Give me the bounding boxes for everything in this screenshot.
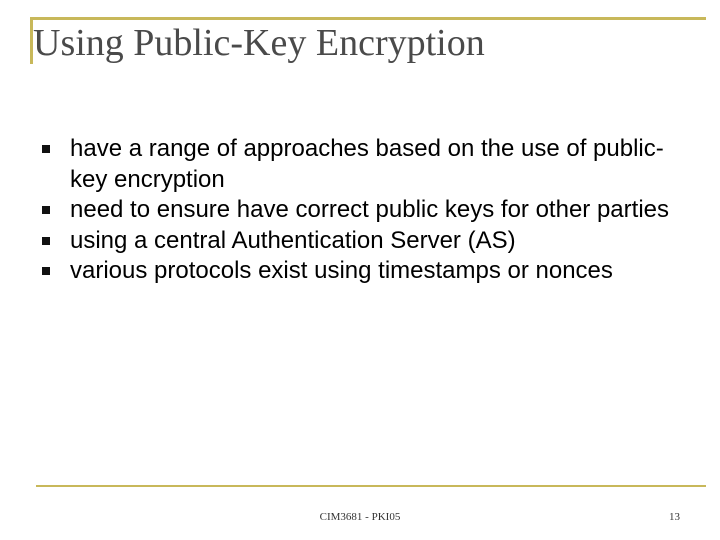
bullet-item	[42, 256, 682, 287]
square-bullet-icon	[42, 145, 50, 153]
square-bullet-icon	[42, 267, 50, 275]
square-bullet-icon	[42, 206, 50, 214]
title-frame-top-rule	[30, 17, 706, 20]
bullet-item	[42, 134, 682, 195]
page-number: 13	[669, 511, 680, 523]
bullet-item	[42, 195, 682, 226]
slide-title: Using Public-Key Encryption	[33, 22, 485, 64]
bullet-text: have a range of approaches based on the use of public-key encryption	[70, 135, 664, 193]
bullet-list	[42, 134, 682, 287]
bullet-item	[42, 226, 682, 257]
bullet-text: various protocols exist using timestamps or nonces	[70, 257, 613, 284]
footer-course-label: CIM3681 - PKI05	[319, 511, 401, 523]
bullet-text: need to ensure have correct public keys for other parties	[70, 196, 669, 223]
footer-rule	[36, 485, 706, 487]
bullet-text: using a central Authentication Server (AS)	[70, 226, 516, 254]
square-bullet-icon	[42, 237, 50, 245]
